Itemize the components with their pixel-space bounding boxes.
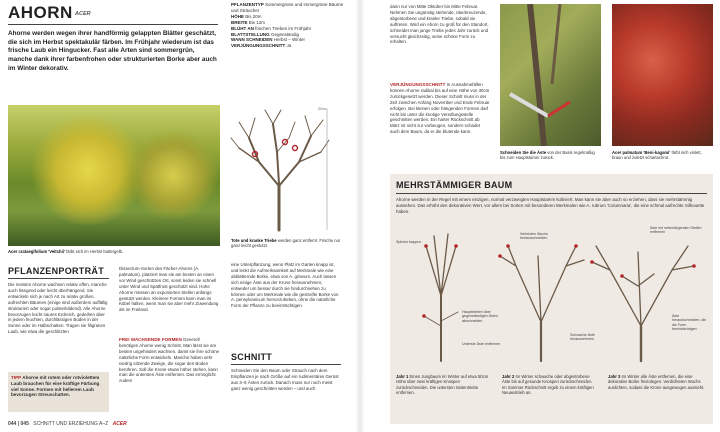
footer-pages: 044 | 045 (8, 421, 29, 427)
page-title: AHORN (8, 3, 73, 22)
diagram-scale: 20m (318, 106, 326, 111)
portrait-underline (8, 278, 109, 279)
col3-text: eine Unterpflanzung, wenn Platz im Garten knapp ist, und lenkt die Aufmerksamkeit auf Merkmale wie eine abblätternde Borke, etwa von A. griseum. Auch lassen sich einige Äste aus der Krone herausnehmen, entweder um besser durch sie hindurchsehen zu können oder um Merkmale wie die gestreifte Borke von A. pensylvanicum hervorzuheben, ohne die natürliche Form der Pflanze zu beeinträchtigen. (231, 262, 339, 309)
portrait-col2: Dissectum-Sorten des Fächer-Ahorns (A. palmatum), platziert man sie am besten an einen vor Wind geschützten Ort, sonst leiden sie schnell unter Wind und Spätfrost geschützt sind. Hohe Ahorne müssen an exponierten Stellen anfangs gestützt werden. Kleinere Formen kann man im Kübel halten, wenn man sie aber mehr Zuwendung als im Freiland. (119, 266, 219, 313)
label-form: Äste herausschneiden, die die Form beeinträchtigen (672, 314, 707, 332)
spec-row: HÖHE Bis 20m (231, 13, 262, 19)
schnitt-underline (231, 364, 341, 365)
spec-row: WANN SCHNEIDEN Herbst – Winter (231, 37, 306, 43)
footer (8, 421, 127, 427)
tip-box (8, 372, 109, 412)
year2-caption: Jahr 2 Im Winter schwache oder abgestorbene Äste bis auf gesunde Knospen zurückschneiden. Im Sommer Rückschnitt ergeb zu einem kräftigen Neuaustrieb an. (502, 374, 594, 396)
schnitt-heading: SCHNITT (231, 352, 273, 362)
label-schwach: Schwache Äste herausnehmen (570, 333, 595, 342)
year1-caption: Jahr 1 Einen Jungbaum im Winter auf etwa 50cm Höhe über zwei kräftigen Knospen zurückschneiden. Die untersten Seitentriebe entfernen. (396, 374, 489, 396)
multistem-heading: MEHRSTÄMMIGER BAUM (396, 180, 513, 190)
page-gutter (355, 0, 365, 432)
red-maple-photo (612, 4, 713, 146)
schnitt-text: Schneiden Sie den Baum oder Strauch nach dem Einpflanzen je nach Größe auf ein rudimentäres Gerüst aus 3–5 Ästen zurück. Danach muss nur noch meist ganz wenig geschnitten werden – und auch (231, 368, 339, 391)
intro-text: Ahorne werden wegen ihrer handförmig gelappten Blätter geschätzt, die sich im Herbst spektakulär färben. Im Frühjahr wiederum ist das frische Laub ein Hingucker. Fast alle Arten sind sommergrün, manche dank ihrer farbenfrohen oder strukturierten Borke aber auch im Winter dekorativ. (8, 30, 217, 72)
tree-photo-caption: Acer crataegifolium 'Veitchii' färbt sich im Herbst buttergelb. (8, 249, 124, 254)
spec-row: PFLANZENTYP Sommergrüne und immergrüne Bäume und Sträucher (231, 2, 344, 13)
year3-caption: Jahr 3 Im Winter alle Äste entfernen, die eine dekorative Borke freizulegen. Verdichteten Wuchs auslichten, sodass die Krone ausgewogen aussieht. (608, 374, 705, 390)
label-spitzen: Spitzen kappen (396, 240, 421, 244)
footer-genus: ACER (112, 421, 127, 427)
label-haupttrieb: Haupttrieben über gegenständigen Ästen abschneiden (462, 310, 498, 323)
portrait-heading: PFLANZENPORTRÄT (8, 266, 104, 276)
red-maple-caption: Acer palmatum 'Beni-kagami' färbt sich violett, braun und zuletzt scharlachrot. (612, 150, 702, 161)
portrait-col1: Die meisten Ahorne wachsen relativ offen, manche auch hängend oder leicht überhängend. Sie entwickeln sich je nach Art zu relativ großen, aufrechten Bäumen (einige sind außerdem auffällig strukturiert oder sogar polsterbildend). Alle Ahorne bevorzugen leicht saures Erdreich, gedeihen aber in jedem feuchten, durchlässigen Boden in der Sonne oder im Halbschatten. Tragen sie filigranes Laub, wie etwa die geschlitzten (8, 282, 108, 335)
diagram-caption: Tote und kranke Triebe werden ganz entfernt. Frische nur ganz leicht gestutzt. (231, 238, 341, 249)
multistem-underline (396, 193, 707, 194)
right-col1-text: dann nur von Mitte Oktober bis Mitte Februar. Nehmen Sie ungünstig stehende, überkreuzende, abgestorbene und kranke Triebe, sobald sie auftreten. Wird ein Ahorn zu groß für den Standort, schneidet man junge Triebe jedes Jahr zurück und versucht gleichzeitig, seine schöne Form zu erhalten. (390, 4, 489, 45)
plant-specs (231, 2, 346, 49)
spec-row: BLÜHT AN frischen Trieben im Frühjahr (231, 25, 312, 31)
spec-row: BREITE Bis 12m (231, 19, 266, 25)
verjuengung-block: VERJÜNGUNGSSCHNITT In Ausnahmefällen können Ahorne radikal bis auf eine Höhe von 30cm zurückgesetzt werden. Dieser Schnitt muss in der Zeit zwischen Anfang November und Ende Februar erfolgen. Bei kleinen oder hängenden Formen darf nicht bis unter die knotige Veredlungsstelle geschnitten werden. Ein harter Rückschnitt ab März ist nicht zur vorbeugen, sondern schadet auch dem Baum, da er die blutende kann. (390, 82, 490, 135)
multistem-diagram (396, 226, 707, 366)
footer-text: SCHNITT UND ERZIEHUNG A–Z (33, 421, 109, 427)
freewachsende-block: FREI WACHSENDE FORMEN Generell benötigen Ahorne wenig Schnitt. Man lässt sie am besten ungehindert wachsen, damit sie ihre schöne natürliche Form entwickeln. Manche haben sehr niedrig sitzende Zweige, die sogar den Boden berühren. Soll die Krone etwas höher stehen, kann man die untersten Äste entfernen. Das ermöglicht zudem (119, 337, 220, 384)
tip-text: Ahorne mit rotem oder rotviolettem Laub brauchen für eine kräftige Färbung viel Sonne. Formen mit hellerem Laub bevorzugen Streuschatten. (11, 375, 100, 398)
label-nebenliegend: Äste mit nebenliegenden Stellen entfernen (650, 226, 702, 235)
title-underline (8, 24, 218, 25)
spec-row: VERJÜNGUNGSSCHNITT Ja (231, 43, 292, 49)
tree-photo (8, 105, 220, 246)
label-unterste-aeste: Unterste Äste entfernen (462, 342, 500, 346)
tip-label: TIPP (11, 375, 22, 380)
multistem-intro: Ahorne werden in der Regel mit einem einzigen, normal verzweigten Hauptstamm kultiviert. Man kann sie aber auch so erziehen, dass sie mehrstämmig aussehen. Das erhöht den dekorativen Wert, vor allem bei Sorten mit besonderen Merkmalen wie A. rubrum 'Columnaria', die eine schmal aufrechte Silhouette haben. (396, 197, 705, 214)
pruning-photo (500, 4, 601, 146)
page-subtitle: ACER (75, 11, 91, 17)
pruning-diagram (225, 104, 333, 234)
spec-row: BLATTSTELLUNG Gegenständig (231, 31, 299, 37)
label-verletzt: Verletzten Wuchs herausschneiden (520, 232, 548, 241)
pruning-photo-caption: Schneiden Sie die Äste von der Basis regelmäßig bis zum Hauptstamm zurück. (500, 150, 595, 161)
